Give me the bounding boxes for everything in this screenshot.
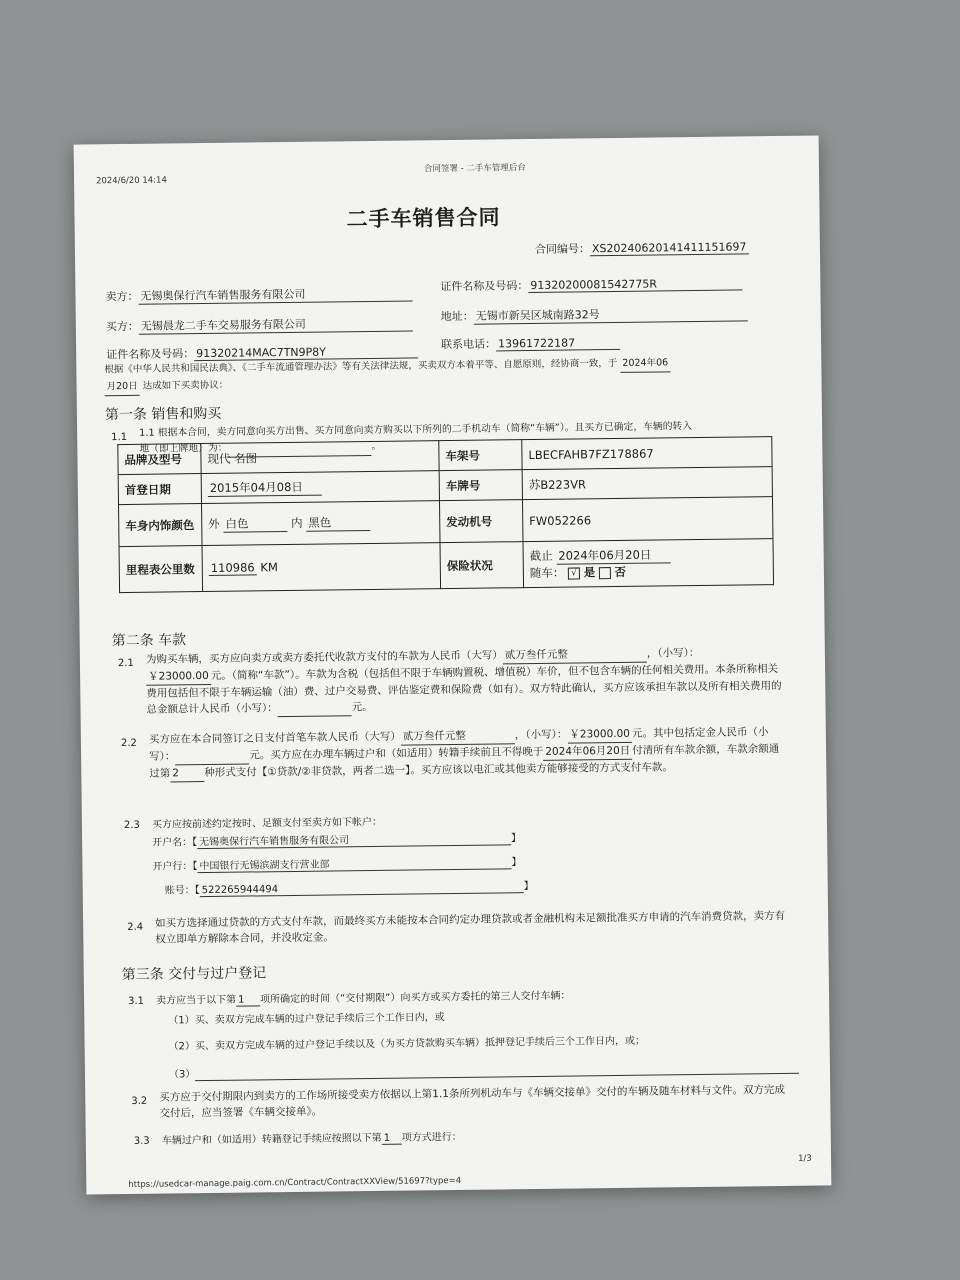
buyer-name: 无锡晨龙二手车交易服务有限公司 <box>139 314 413 334</box>
buyer-id-row: 证件名称及号码： 91320214MAC7TN9P8Y <box>106 342 418 362</box>
reg-date-value: 2015年04月08日 <box>208 479 322 497</box>
buyer-id: 91320214MAC7TN9P8Y <box>194 344 418 361</box>
clause-3-1-num: 3.1 <box>128 995 145 1007</box>
seller-id-row: 证件名称及号码： 91320200081542775R <box>440 274 742 294</box>
clause-3-2-text: 买方应于交付期限内到卖方的工作场所接受卖方依据以上第1.1条所列机动车与《车辆交接单》交付的车辆及随车材料与文件。双方完成交付后，应当签署《车辆交接单》。 <box>159 1083 785 1120</box>
clause-1-1-num: 1.1 <box>111 431 128 444</box>
print-page-title: 合同签署 - 二手车管理后台 <box>423 163 526 175</box>
vin-value: LBECFAHB7FZ178867 <box>522 437 772 470</box>
yes-checkbox[interactable]: √ <box>568 567 580 579</box>
clause-2-2-text: 买方应在本合同签订之日支付首笔车款人民币（大写） 贰万叁仟元整 ，（小写）： ￥23000.00 元。其中包括定金人民币（小写）： 元。买方应在办理车辆过户和（如适用）转籍手续前且不得晚于 2024年06月20日 付清所有车款余额，车款余额通过第 2 种形式支付【①贷款/②非贷款，两者二选一】。买方应该以电汇或其他卖方能够接受的方式支付车款。 <box>149 724 790 783</box>
vehicle-info-table <box>117 436 774 593</box>
seller-name: 无锡奥保行汽车销售服务有限公司 <box>138 284 412 304</box>
no-checkbox[interactable] <box>599 567 611 579</box>
seller-row: 卖方： 无锡奥保行汽车销售服务有限公司 <box>105 284 412 305</box>
insurance-value: 截止 2024年06月20日 随车： √ 是 否 <box>523 539 774 588</box>
mileage-label: 里程表公里数 <box>119 546 203 593</box>
footer-url: https://usedcar-manage.paig.com.cn/Contract/ContractXXView/51697?type=4 <box>128 1175 462 1190</box>
clause-1-1-text: 1.1 根据本合同，卖方同意向买方出售、买方同意向卖方购买以下所列的二手机动车（简称“车辆”）。且买方已确定，车辆的转入 地（即上牌地）为： 。 <box>139 418 779 459</box>
vin-label: 车架号 <box>439 440 522 471</box>
bank-name: 中国银行无锡滨湖支行营业部 <box>197 853 511 873</box>
option-1: （1）买、卖双方完成车辆的过户登记手续后三个工作日内，或 <box>168 1012 445 1027</box>
clause-2-1-text: 为购买车辆，买方应向卖方或卖方委托代收款方支付的车款为人民币（大写） 贰万叁仟元整 ，（小写）： ￥23000.00 元。（简称“车款”）。车款为含税（包括但不限于车辆购置税、增值税）车价，但不包含车辆的任何相关费用。本条所称相关费用包括但不限于车辆运输（油）费、过户交易费、评估鉴定费和保险费（如有）。双方特此确认，买方应该承担车款以及所有相关费用的总金额总计人民币（小写）： 元。 <box>145 646 782 716</box>
color-value: 外 白色 内 黑色 <box>202 501 440 546</box>
color-label: 车身内饰颜色 <box>119 504 203 547</box>
buyer-row: 买方： 无锡晨龙二手车交易服务有限公司 <box>106 314 413 335</box>
contract-no: 合同编号： XS20240620141411151697 <box>535 238 749 257</box>
bank-row: 开户行：【 中国银行无锡滨湖支行营业部 】 <box>152 853 521 874</box>
print-datetime: 2024/6/20 14:14 <box>96 175 167 187</box>
contract-no-value: XS20240620141411151697 <box>590 240 749 256</box>
article-3-heading: 第三条 交付与过户登记 <box>121 965 267 984</box>
clause-2-3-text: 买方应按前述约定按时、足额支付至卖方如下帐户： <box>151 816 382 831</box>
plate-label: 车牌号 <box>439 470 522 501</box>
account-name: 无锡奥保行汽车销售服务有限公司 <box>197 829 511 849</box>
footer-page-number: 1/3 <box>797 1153 812 1164</box>
account-name-row: 开户名：【 无锡奥保行汽车销售服务有限公司 】 <box>152 829 521 850</box>
clause-3-1-text: 卖方应当于以下第 1 项所确定的时间（“交付期限”）向买方或买方委托的第三人交付车辆： <box>156 990 571 1007</box>
option-3: （3） <box>169 1058 800 1082</box>
engine-label: 发动机号 <box>439 500 523 543</box>
clause-3-3-num: 3.3 <box>133 1135 150 1147</box>
seller-id: 91320200081542775R <box>528 276 742 293</box>
clause-2-4-num: 2.4 <box>127 921 144 933</box>
insurance-label: 保险状况 <box>440 542 524 589</box>
option-2: （2）买、卖双方完成车辆的过户登记手续以及（为买方贷款购买车辆）抵押登记手续后三个工作日内，或； <box>168 1035 646 1053</box>
clause-2-1-num: 2.1 <box>117 657 134 670</box>
clause-2-3-num: 2.3 <box>123 819 140 832</box>
buyer-address: 无锡市新吴区城南路32号 <box>474 304 748 324</box>
reg-date-label: 首登日期 <box>118 474 201 505</box>
contract-paper <box>74 135 832 1194</box>
brand-label: 品牌及型号 <box>118 444 201 475</box>
clause-2-2-num: 2.2 <box>120 737 137 750</box>
account-no-row: 账号：【 522265944494 】 <box>164 881 534 897</box>
contract-title: 二手车销售合同 <box>346 205 501 232</box>
intro-paragraph: 根据《中华人民共和国民法典》、《二手车流通管理办法》等有关法律法规，买卖双方本着平等、自愿原则，经协商一致，于 2024年06 月20日 达成如下买卖协议： <box>104 354 774 396</box>
account-number: 522265944494 <box>200 881 524 897</box>
clause-3-2-num: 3.2 <box>131 1095 148 1107</box>
article-2-heading: 第二条 车款 <box>111 632 187 650</box>
plate-value: 苏B223VR <box>522 467 772 500</box>
buyer-addr-row: 地址： 无锡市新吴区城南路32号 <box>441 304 748 325</box>
phone: 13961722187 <box>496 336 620 352</box>
engine-value: FW052266 <box>522 497 772 542</box>
clause-3-3-text: 车辆过户和（如适用）转籍登记手续应按照以下第 1 项方式进行： <box>161 1131 462 1147</box>
clause-2-4-text: 如买方选择通过贷款的方式支付车款，而最终买方未能按本合同约定办理贷款或者金融机构未足额批准买方申请的汽车消费贷款，卖方有权立即单方解除本合同，并没收定金。 <box>155 909 786 946</box>
brand-value: 现代 名图 <box>201 441 439 474</box>
article-1-heading: 第一条 销售和购买 <box>104 405 222 424</box>
mileage-value: 110986 KM <box>202 543 441 592</box>
phone-row: 联系电话： 13961722187 <box>441 334 620 352</box>
